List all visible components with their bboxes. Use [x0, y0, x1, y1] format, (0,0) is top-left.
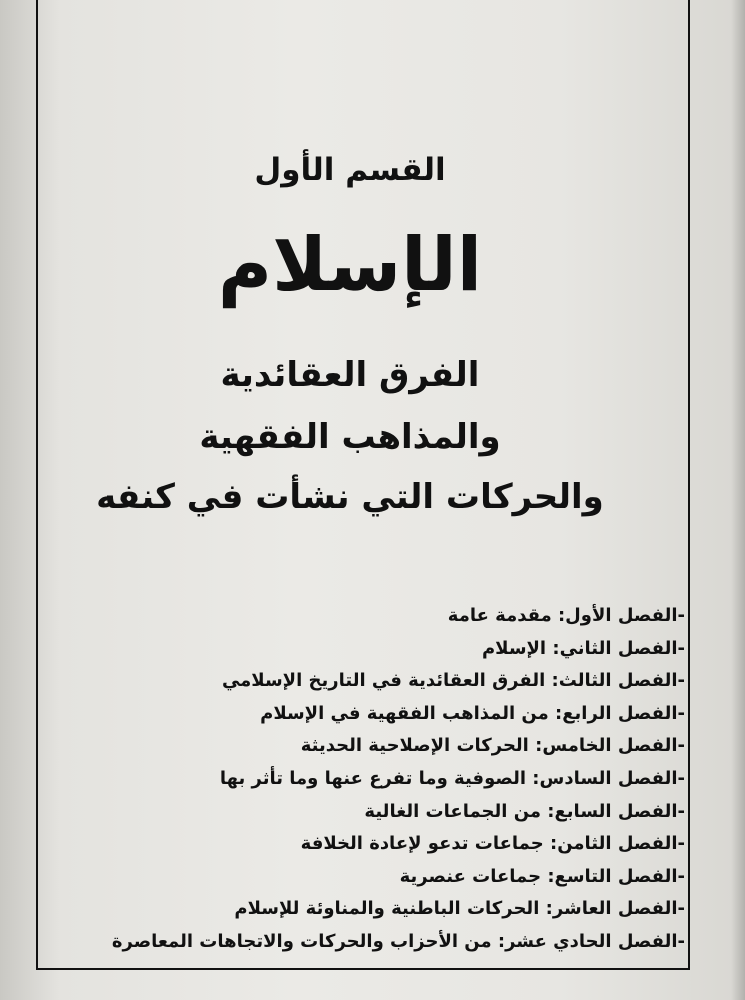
subtitle-line-2: والمذاهب الفقهية — [199, 417, 501, 457]
main-title: الإسلام — [217, 222, 483, 308]
chapter-item: -الفصل السابع: من الجماعات الغالية — [364, 800, 685, 822]
chapter-item: -الفصل الخامس: الحركات الإصلاحية الحديثة — [300, 735, 685, 757]
chapter-list — [85, 600, 685, 959]
chapter-item: -الفصل الثالث: الفرق العقائدية في التاريخ الإسلامي — [221, 670, 685, 692]
chapter-item: -الفصل التاسع: جماعات عنصرية — [399, 865, 685, 887]
chapter-item: -الفصل السادس: الصوفية وما تفرع عنها وما تأثر بها — [219, 767, 685, 789]
subtitle-line-3: والحركات التي نشأت في كنفه — [96, 477, 604, 517]
chapter-item: -الفصل الحادي عشر: من الأحزاب والحركات والاتجاهات المعاصرة — [111, 930, 685, 952]
page-edge-shadow — [731, 0, 745, 1000]
subtitle-line-1: الفرق العقائدية — [220, 355, 480, 395]
section-heading: القسم الأول — [254, 152, 446, 188]
chapter-item: -الفصل الرابع: من المذاهب الفقهية في الإسلام — [260, 702, 685, 724]
chapter-item: -الفصل الأول: مقدمة عامة — [447, 605, 685, 626]
chapter-item: -الفصل الثاني: الإسلام — [481, 637, 685, 659]
chapter-item: -الفصل العاشر: الحركات الباطنية والمناوئة للإسلام — [234, 898, 685, 920]
chapter-item: -الفصل الثامن: جماعات تدعو لإعادة الخلافة — [300, 833, 685, 855]
